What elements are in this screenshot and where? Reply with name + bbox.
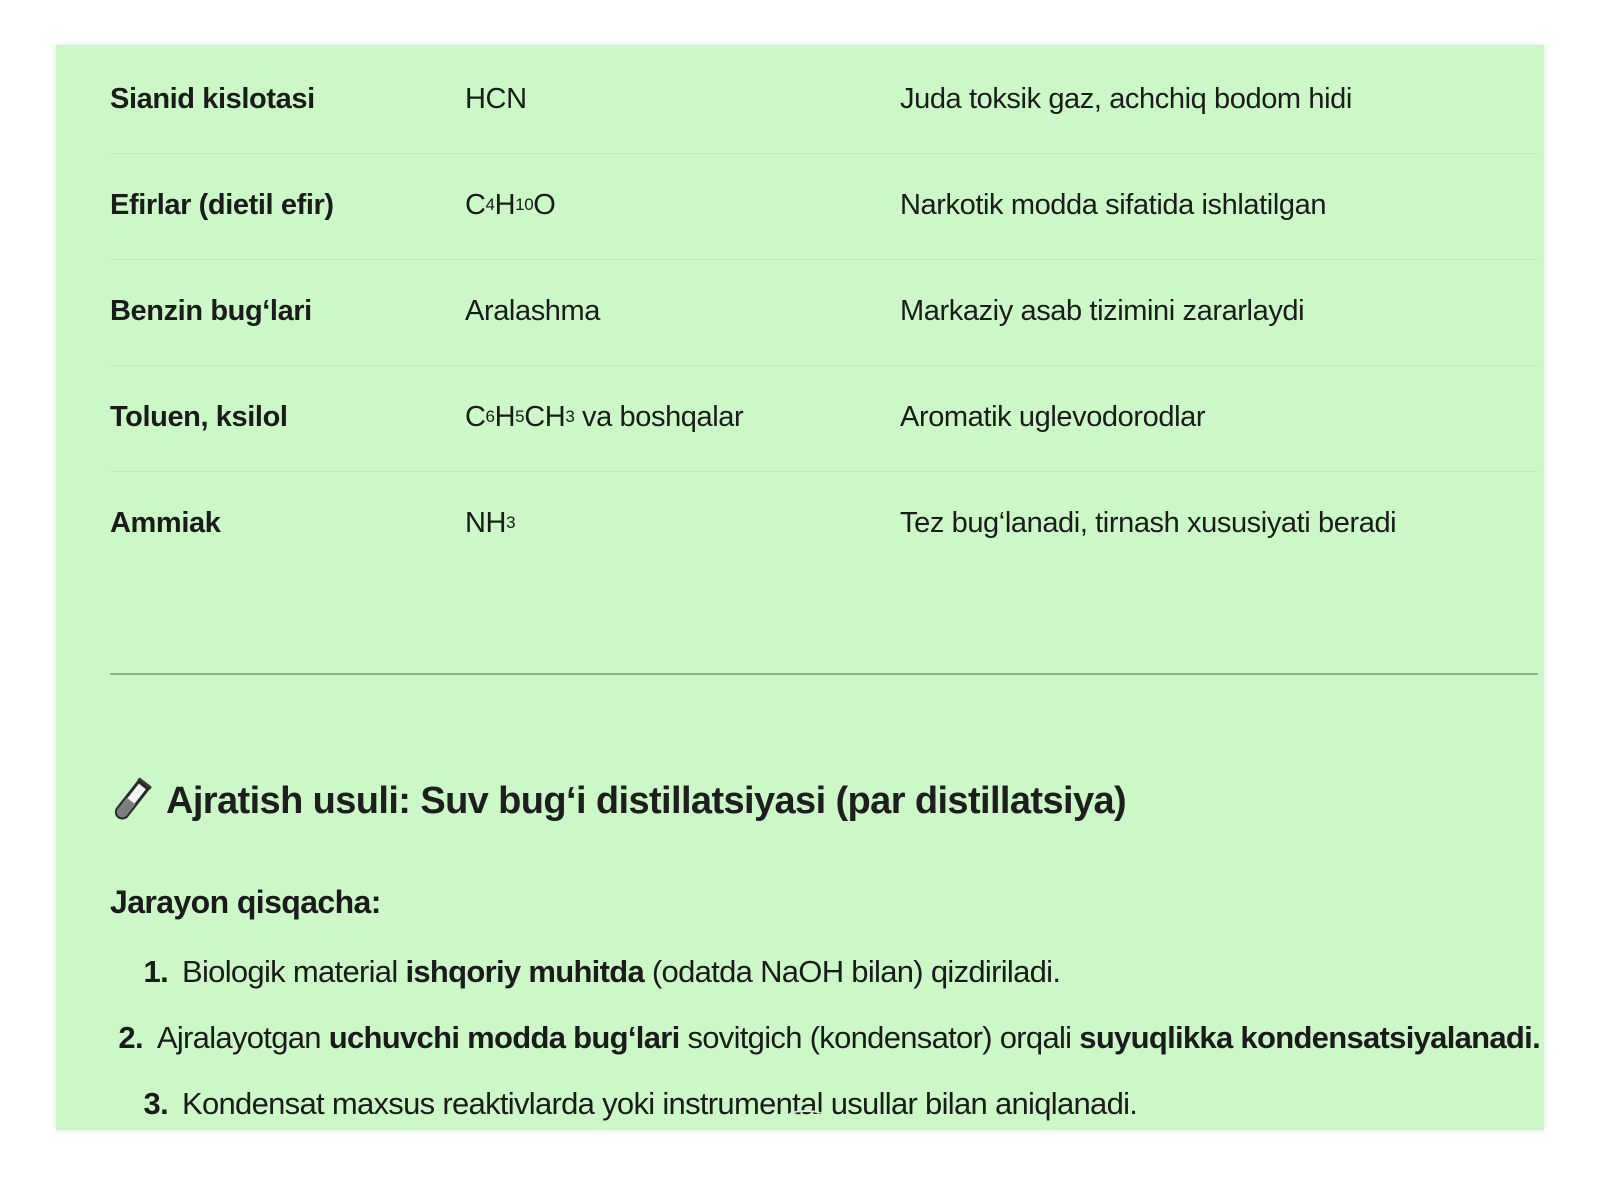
process-steps-list <box>110 939 1540 1137</box>
section-divider <box>110 673 1538 675</box>
table-row <box>110 151 1538 260</box>
process-subheading: Jarayon qisqacha: <box>110 883 381 920</box>
test-tube-icon <box>110 775 152 827</box>
substance-note: Tez bug‘lanadi, tirnash xususiyati beradi <box>900 506 1397 539</box>
step-number: 3. <box>143 1086 168 1121</box>
step-text: Ajralayotgan uchuvchi modda bug‘lari sovitgich (kondensator) orqali suyuqlikka kondensatsiyalanadi. <box>156 1020 1540 1055</box>
substance-formula: C 6 H 5 CH 3 va boshqalar <box>465 400 744 433</box>
substance-note: Juda toksik gaz, achchiq bodom hidi <box>900 82 1352 115</box>
substance-note: Markaziy asab tizimini zararlaydi <box>900 294 1305 327</box>
table-row <box>110 257 1538 366</box>
list-item <box>110 1071 1540 1137</box>
list-item <box>110 1005 1540 1071</box>
substance-formula: NH 3 <box>465 506 516 539</box>
substance-name: Ammiak <box>110 506 221 539</box>
content-card <box>56 45 1544 1130</box>
substance-name: Efirlar (dietil efir) <box>110 188 334 221</box>
step-text: Kondensat maxsus reaktivlarda yoki instrumental usullar bilan aniqlanadi. <box>182 1086 1138 1121</box>
substance-formula: C 4 H 10 O <box>465 188 556 221</box>
substance-formula: HCN <box>465 82 527 115</box>
substance-name: Sianid kislotasi <box>110 82 315 115</box>
section-title: Ajratish usuli: Suv bug‘i distillatsiyasi (par distillatsiya) <box>166 779 1127 822</box>
table-row <box>110 45 1538 154</box>
substance-note: Narkotik modda sifatida ishlatilgan <box>900 188 1327 221</box>
substance-name: Toluen, ksilol <box>110 400 288 433</box>
scroll-indicator[interactable] <box>786 1110 826 1124</box>
step-number: 1. <box>143 954 168 989</box>
section-heading <box>110 771 1126 831</box>
substance-formula: Aralashma <box>465 294 601 327</box>
step-number: 2. <box>118 1020 143 1055</box>
table-row <box>110 469 1538 577</box>
substance-note: Aromatik uglevodorodlar <box>900 400 1206 433</box>
list-item <box>110 939 1540 1005</box>
step-text: Biologik material ishqoriy muhitda (odatda NaOH bilan) qizdiriladi. <box>182 954 1061 989</box>
table-row <box>110 363 1538 472</box>
substance-name: Benzin bug‘lari <box>110 294 312 327</box>
